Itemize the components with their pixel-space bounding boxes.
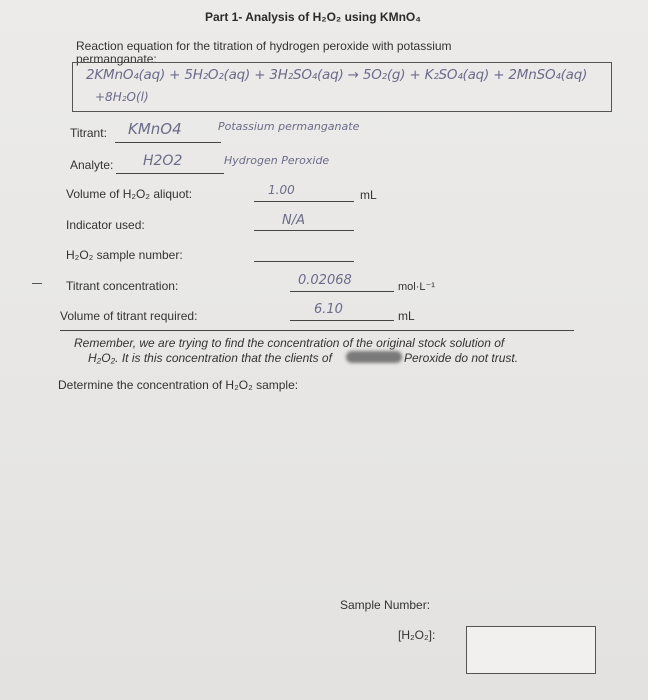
titrant-underline: [115, 142, 221, 143]
answer-sample-number-label: Sample Number:: [340, 598, 431, 612]
section-divider: [60, 330, 574, 331]
reaction-equation-line2: +8H₂O(l): [95, 90, 149, 104]
analyte-label: Analyte:: [70, 158, 114, 172]
answer-box[interactable]: [466, 626, 596, 674]
concentration-value: 0.02068: [298, 273, 352, 288]
reaction-label-line2: permanganate:: [76, 52, 157, 66]
concentration-label: Titrant concentration:: [66, 279, 179, 293]
analyte-value: H2O2: [143, 153, 183, 169]
analyte-name: Hydrogen Peroxide: [224, 154, 330, 167]
titrant-name: Potassium permanganate: [218, 120, 360, 133]
titrant-label: Titrant:: [70, 126, 107, 140]
redacted-smudge: [346, 351, 402, 363]
sample-number-label: H₂O₂ sample number:: [66, 248, 183, 262]
reaction-label-line1: Reaction equation for the titration of hydrogen peroxide with potassium: [76, 39, 452, 53]
volume-value: 6.10: [314, 302, 343, 317]
concentration-underline: [290, 291, 394, 292]
note-line1: Remember, we are trying to find the concentration of the original stock solution of: [74, 336, 505, 350]
reaction-equation-line1: 2KMnO₄(aq) + 5H₂O₂(aq) + 3H₂SO₄(aq) → 5O₂(g) + K₂SO₄(aq) + 2MnSO₄(aq): [86, 67, 588, 83]
margin-dash: [32, 283, 42, 284]
volume-label: Volume of titrant required:: [60, 309, 198, 323]
indicator-value: N/A: [282, 213, 305, 228]
question-text: Determine the concentration of H₂O₂ sample:: [58, 378, 299, 392]
page-title: Part 1- Analysis of H₂O₂ using KMnO₄: [205, 10, 421, 24]
indicator-underline: [254, 230, 354, 231]
aliquot-value: 1.00: [268, 183, 295, 197]
aliquot-unit: mL: [360, 188, 377, 202]
volume-underline: [290, 320, 394, 321]
analyte-underline: [116, 173, 224, 174]
volume-unit: mL: [398, 309, 415, 323]
note-line2-start: H₂O₂. It is this concentration that the clients of: [88, 351, 332, 365]
answer-concentration-label: [H₂O₂]:: [398, 628, 436, 642]
sample-number-underline: [254, 261, 354, 262]
indicator-label: Indicator used:: [66, 218, 145, 232]
concentration-unit: mol·L⁻¹: [398, 281, 435, 293]
aliquot-label: Volume of H₂O₂ aliquot:: [66, 187, 193, 201]
note-line2-end: Peroxide do not trust.: [404, 351, 519, 365]
aliquot-underline: [254, 201, 354, 202]
titrant-value: KMnO4: [128, 120, 182, 138]
